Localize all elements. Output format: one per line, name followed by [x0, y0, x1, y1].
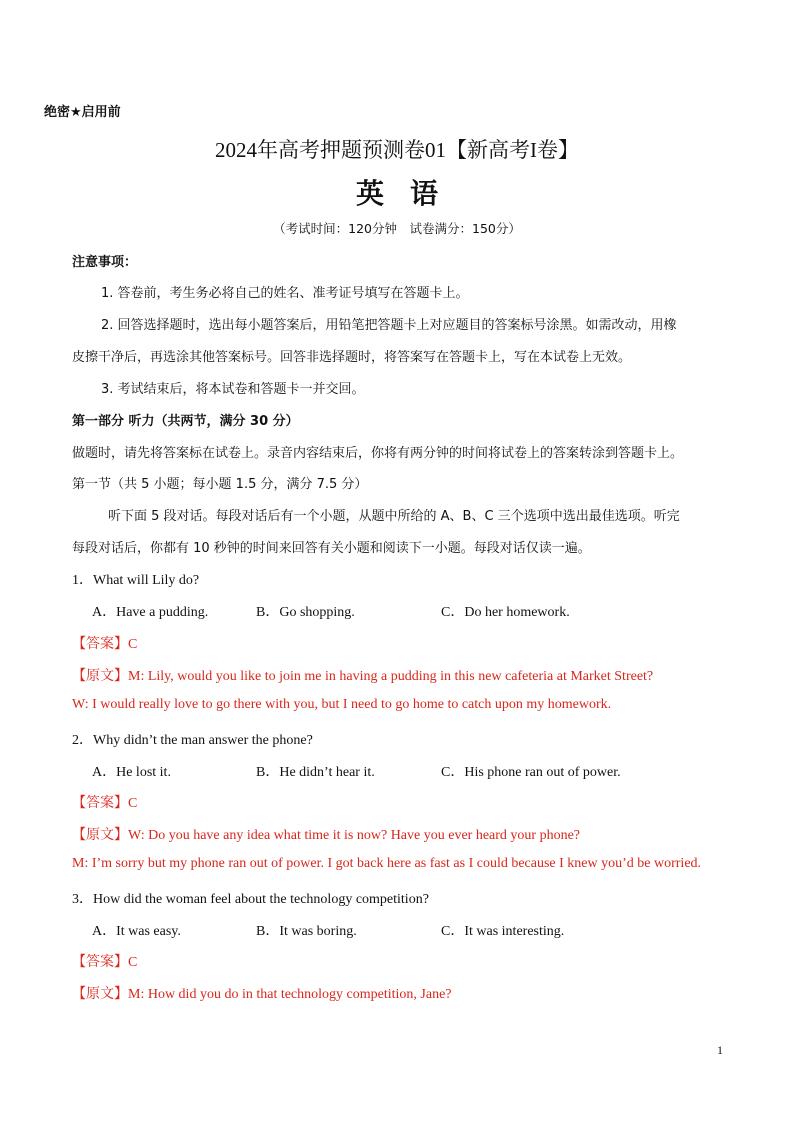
question-3-stem: 3．How did the woman feel about the technology competition?: [72, 892, 429, 907]
notes-heading: 注意事项：: [72, 255, 138, 270]
page-number: 1: [717, 1043, 723, 1057]
directions-line-1: 听下面 5 段对话。每段对话后有一个小题，从题中所给的 A、B、C 三个选项中选出最佳选项。听完: [108, 509, 680, 524]
question-1-script-line-2: W: I would really love to go there with you, but I need to go home to catch upon my homework.: [72, 697, 612, 712]
exam-info: （考试时间：120分钟 试卷满分：150分）: [273, 221, 521, 236]
question-2-script-line-2: M: I’m sorry but my phone ran out of power. I got back here as fast as I could because I knew you’d be worried.: [72, 856, 702, 871]
question-3-option-c: C．It was interesting.: [441, 924, 565, 939]
question-3-script-line-1: 【原文】M: How did you do in that technology competition, Jane?: [72, 987, 452, 1002]
notes-item-2-line-1: 2. 回答选择题时，选出每小题答案后，用铅笔把答题卡上对应题目的答案标号涂黑。如需改动，用橡: [101, 318, 677, 333]
question-1-option-b: B．Go shopping.: [256, 605, 355, 620]
exam-title: 2024年高考押题预测卷01【新高考I卷】: [215, 138, 579, 162]
question-1-option-c: C．Do her homework.: [441, 605, 570, 620]
question-1-script-line-1: 【原文】M: Lily, would you like to join me in having a pudding in this new cafeteria at Market Street?: [72, 669, 654, 684]
question-2-option-c: C．His phone ran out of power.: [441, 765, 621, 780]
question-2-option-b: B．He didn’t hear it.: [256, 765, 375, 780]
question-2-option-a: A．He lost it.: [92, 765, 171, 780]
notes-item-1: 1. 答卷前，考生务必将自己的姓名、准考证号填写在答题卡上。: [101, 286, 469, 301]
section1-heading: 第一节（共 5 小题；每小题 1.5 分，满分 7.5 分）: [72, 477, 368, 492]
question-2-script-line-1: 【原文】W: Do you have any idea what time it is now? Have you ever heard your phone?: [72, 828, 580, 843]
question-3-option-b: B．It was boring.: [256, 924, 357, 939]
notes-item-2-line-2: 皮擦干净后，再选涂其他答案标号。回答非选择题时，将答案写在答题卡上，写在本试卷上无效。: [72, 350, 632, 365]
part1-heading: 第一部分 听力（共两节，满分 30 分）: [72, 414, 299, 429]
question-2-stem: 2．Why didn’t the man answer the phone?: [72, 733, 313, 748]
question-2-answer: 【答案】C: [72, 796, 138, 811]
question-3-option-a: A．It was easy.: [92, 924, 181, 939]
directions-line-2: 每段对话后，你都有 10 秒钟的时间来回答有关小题和阅读下一小题。每段对话仅读一遍。: [72, 541, 591, 556]
part1-instruction: 做题时，请先将答案标在试卷上。录音内容结束后，你将有两分钟的时间将试卷上的答案转涂到答题卡上。: [72, 446, 684, 461]
question-3-answer: 【答案】C: [72, 955, 138, 970]
question-1-stem: 1．What will Lily do?: [72, 573, 200, 588]
confidential-label: 绝密★启用前: [44, 105, 121, 120]
notes-item-3: 3. 考试结束后，将本试卷和答题卡一并交回。: [101, 382, 365, 397]
subject-title: 英语: [355, 177, 464, 210]
question-1-option-a: A．Have a pudding.: [92, 605, 209, 620]
question-1-answer: 【答案】C: [72, 637, 138, 652]
